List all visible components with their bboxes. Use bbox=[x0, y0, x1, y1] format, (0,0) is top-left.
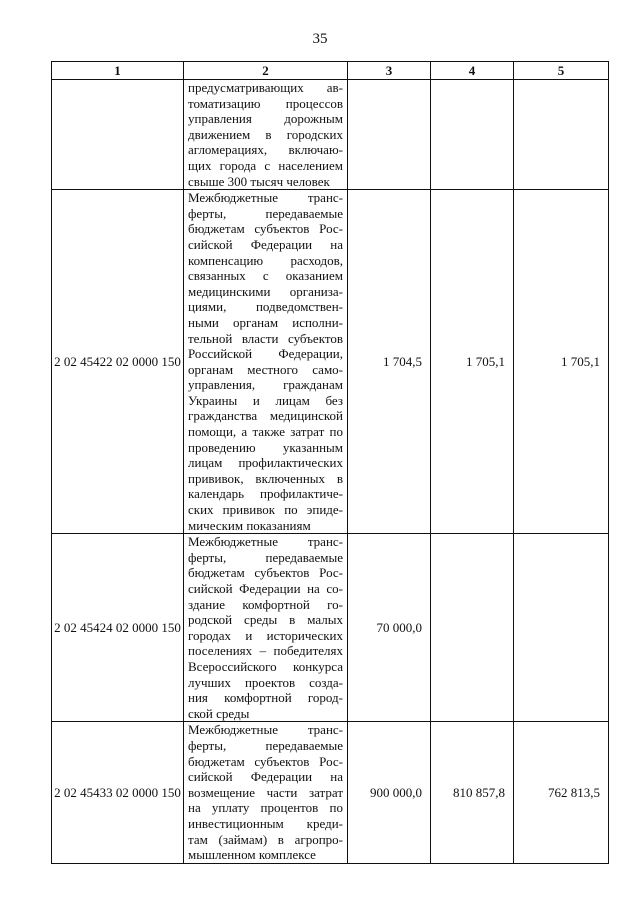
description-line: Российской Федерации, bbox=[188, 346, 343, 362]
description-line: тельной власти субъектов bbox=[188, 330, 343, 346]
budget-code-cell: 2 02 45424 02 0000 150 bbox=[52, 534, 184, 722]
description-line: возмещение части затрат bbox=[188, 784, 343, 800]
table-row bbox=[52, 190, 609, 534]
description-line: Межбюджетные транс- bbox=[188, 190, 343, 206]
description-line: агломерациях, включаю- bbox=[188, 142, 343, 158]
amount-col5-cell: 1 705,1 bbox=[514, 190, 609, 534]
description-line: сийской Федерации на со- bbox=[188, 581, 343, 596]
description-line: сийской Федерации на bbox=[188, 236, 343, 252]
description-line: сийской Федерации на bbox=[188, 769, 343, 785]
description-cell bbox=[184, 80, 348, 190]
description-line: родской среды в малых bbox=[188, 612, 343, 628]
amount-col5-cell: 762 813,5 bbox=[514, 722, 609, 863]
amount-col3-cell bbox=[348, 80, 431, 190]
description-line: щих города с населением bbox=[188, 157, 343, 173]
amount-col5-cell bbox=[514, 534, 609, 722]
description-line: проведению указанным bbox=[188, 439, 343, 455]
amount-col4-cell: 1 705,1 bbox=[431, 190, 514, 534]
description-line: управления, гражданам bbox=[188, 377, 343, 393]
amount-col5-cell bbox=[514, 80, 609, 190]
budget-code-cell: 2 02 45422 02 0000 150 bbox=[52, 190, 184, 534]
description-line: ными органам исполни- bbox=[188, 314, 343, 330]
budget-code-cell bbox=[52, 80, 184, 190]
description-line: Межбюджетные транс- bbox=[188, 722, 343, 738]
description-line: ских прививок по эпиде- bbox=[188, 502, 343, 518]
description-line: свыше 300 тысяч человек bbox=[188, 173, 330, 189]
amount-col3-cell: 70 000,0 bbox=[348, 534, 431, 722]
description-line: поселениях – победителях bbox=[188, 643, 343, 659]
header-row bbox=[52, 62, 609, 80]
description-line: мическим показаниям bbox=[188, 517, 311, 533]
description-line: Украины и лицам без bbox=[188, 392, 343, 408]
description-line: там (займам) в агропро- bbox=[188, 831, 343, 847]
description-line: календарь профилактиче- bbox=[188, 486, 343, 502]
header-col-4: 4 bbox=[431, 62, 514, 80]
budget-code-cell: 2 02 45433 02 0000 150 bbox=[52, 722, 184, 863]
header-col-1: 1 bbox=[52, 62, 184, 80]
description-line: мышленном комплексе bbox=[188, 847, 316, 863]
amount-col4-cell bbox=[431, 534, 514, 722]
description-cell bbox=[184, 722, 348, 863]
header-col-3: 3 bbox=[348, 62, 431, 80]
description-line: управления дорожным bbox=[188, 111, 343, 127]
description-line: инвестиционным креди- bbox=[188, 815, 343, 831]
table-row bbox=[52, 534, 609, 722]
page-number: 35 bbox=[312, 31, 328, 47]
description-line: компенсацию расходов, bbox=[188, 252, 343, 268]
description-line: ферты, передаваемые bbox=[188, 549, 343, 565]
description-line: Всероссийского конкурса bbox=[188, 658, 343, 674]
table-row bbox=[52, 722, 609, 863]
table-row bbox=[52, 80, 609, 190]
description-line: томатизацию процессов bbox=[188, 95, 343, 111]
description-line: движением в городских bbox=[188, 126, 343, 142]
header-col-5: 5 bbox=[514, 62, 609, 80]
description-line: бюджетам субъектов Рос- bbox=[188, 221, 343, 237]
amount-col4-cell bbox=[431, 80, 514, 190]
description-line: предусматривающих ав- bbox=[188, 80, 343, 95]
amount-col3-cell: 1 704,5 bbox=[348, 190, 431, 534]
description-line: ферты, передаваемые bbox=[188, 737, 343, 753]
description-line: бюджетам субъектов Рос- bbox=[188, 565, 343, 581]
description-line: городах и исторических bbox=[188, 627, 343, 643]
description-line: прививок, включенных в bbox=[188, 470, 343, 486]
description-line: бюджетам субъектов Рос- bbox=[188, 753, 343, 769]
description-cell bbox=[184, 534, 348, 722]
description-line: циями, подведомствен- bbox=[188, 299, 343, 315]
amount-col4-cell: 810 857,8 bbox=[431, 722, 514, 863]
description-line: лицам профилактических bbox=[188, 455, 343, 471]
description-line: ния комфортной город- bbox=[188, 690, 343, 706]
header-col-2: 2 bbox=[184, 62, 348, 80]
budget-table bbox=[51, 61, 609, 864]
description-line: ской среды bbox=[188, 705, 250, 721]
description-line: медицинскими организа- bbox=[188, 283, 343, 299]
description-line: Межбюджетные транс- bbox=[188, 534, 343, 550]
description-cell bbox=[184, 190, 348, 534]
description-line: здание комфортной го- bbox=[188, 596, 343, 612]
description-line: на уплату процентов по bbox=[188, 800, 343, 816]
description-line: ферты, передаваемые bbox=[188, 205, 343, 221]
description-line: помощи, а также затрат по bbox=[188, 424, 343, 440]
table-body bbox=[52, 80, 609, 864]
amount-col3-cell: 900 000,0 bbox=[348, 722, 431, 863]
description-line: лучших проектов созда- bbox=[188, 674, 343, 690]
description-line: гражданства медицинской bbox=[188, 408, 343, 424]
description-line: органам местного само- bbox=[188, 361, 343, 377]
description-line: связанных с оказанием bbox=[188, 268, 343, 284]
